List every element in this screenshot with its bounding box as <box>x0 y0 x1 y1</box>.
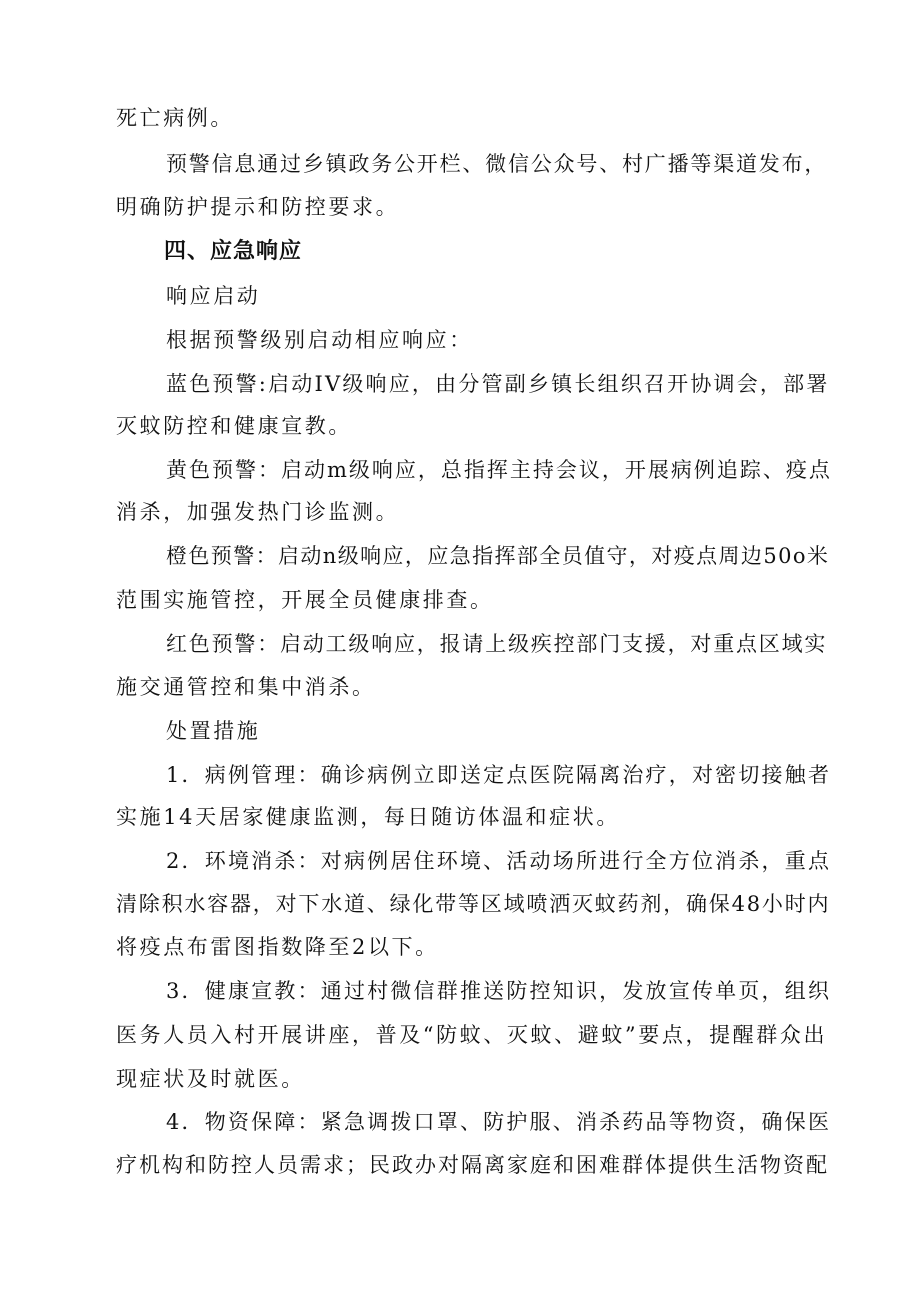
list-item-line: 疗机构和防控人员需求；民政办对隔离家庭和困难群体提供生活物资配 <box>116 1153 829 1177</box>
paragraph-line: 死亡病例。 <box>116 106 234 130</box>
paragraph-line: 明确防护提示和防控要求。 <box>116 195 400 219</box>
paragraph-line: 橙色预警：启动n级响应，应急指挥部全员值守，对疫点周边50o米 <box>166 544 830 568</box>
list-item-line: 现症状及时就医。 <box>116 1067 305 1091</box>
paragraph-line: 范围实施管控，开展全员健康排查。 <box>116 588 494 612</box>
list-item-line: 清除积水容器，对下水道、绿化带等区域喷洒灭蚊药剂，确保48小时内 <box>116 892 831 916</box>
list-item-line: 4．物资保障：紧急调拨口罩、防护服、消杀药品等物资，确保医 <box>166 1110 832 1134</box>
paragraph-line: 蓝色预警:启动IV级响应，由分管副乡镇长组织召开协调会，部署 <box>166 372 830 396</box>
paragraph-line: 红色预警：启动工级响应，报请上级疾控部门支援，对重点区域实 <box>166 632 828 656</box>
paragraph-line: 消杀，加强发热门诊监测。 <box>116 500 400 524</box>
paragraph-line: 根据预警级别启动相应响应： <box>166 328 473 352</box>
paragraph-line: 预警信息通过乡镇政务公开栏、微信公众号、村广播等渠道发布， <box>166 152 828 176</box>
list-item-line: 1．病例管理：确诊病例立即送定点医院隔离治疗，对密切接触者 <box>166 763 832 787</box>
list-item-line: 实施14天居家健康监测，每日随访体温和症状。 <box>116 805 620 829</box>
subsection-label: 处置措施 <box>166 719 261 743</box>
list-item-line: 3．健康宣教：通过村微信群推送防控知识，发放宣传单页，组织 <box>166 979 832 1003</box>
section-heading: 四、应急响应 <box>164 239 303 264</box>
subsection-label: 响应启动 <box>166 284 261 308</box>
paragraph-line: 施交通管控和集中消杀。 <box>116 675 376 699</box>
list-item-line: 医务人员入村开展讲座，普及“防蚊、灭蚊、避蚊”要点，提醒群众出 <box>116 1023 828 1047</box>
list-item-line: 将疫点布雷图指数降至2以下。 <box>116 935 439 959</box>
paragraph-line: 灭蚊防控和健康宣教。 <box>116 414 352 438</box>
list-item-line: 2．环境消杀：对病例居住环境、活动场所进行全方位消杀，重点 <box>166 849 832 873</box>
paragraph-line: 黄色预警：启动m级响应，总指挥主持会议，开展病例追踪、疫点 <box>166 458 832 482</box>
